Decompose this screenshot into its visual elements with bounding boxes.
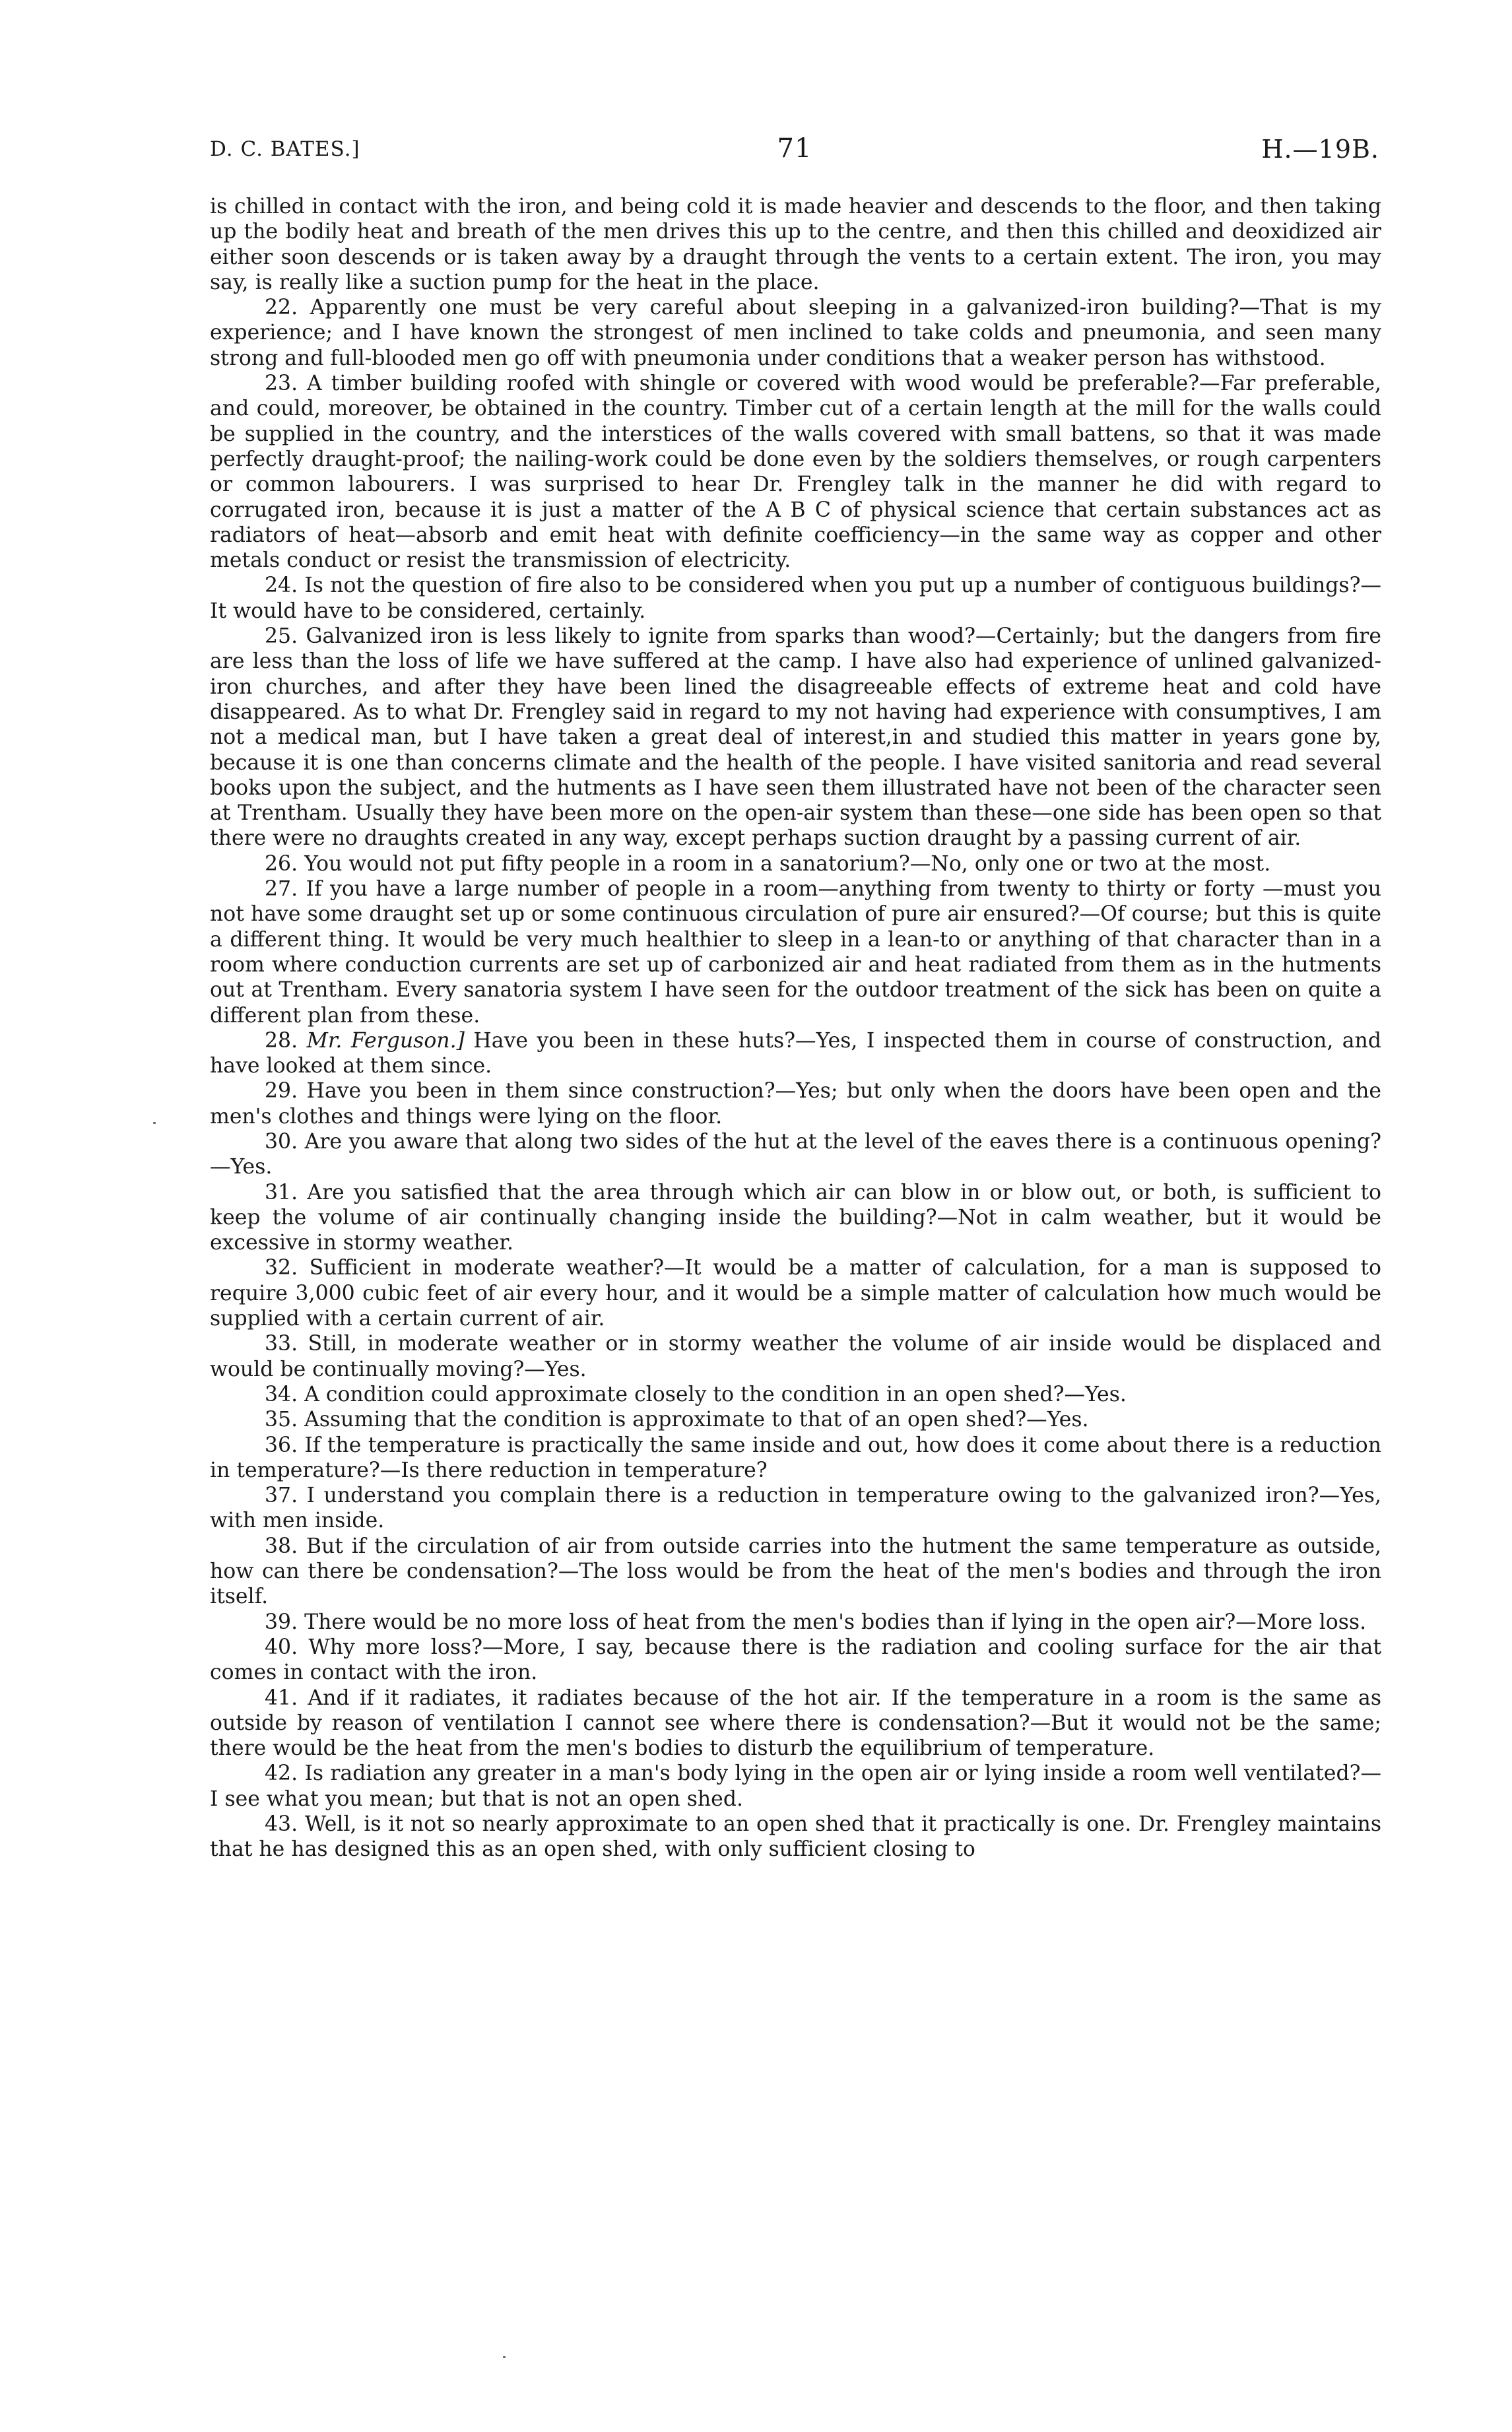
page-header	[210, 133, 1379, 170]
paragraph-q38: 38. But if the circulation of air from outside carries into the hutment the same temperature as outside, how can there be condensation?—The loss would be from the heat of the men's bodies and through the iron itself.	[210, 1534, 1381, 1609]
paragraph-q25: 25. Galvanized iron is less likely to ignite from sparks than wood?—Certainly; but the dangers from fire are less than the loss of life we have suffered at the camp. I have also had experience of unlined galvanized-iron churches, and after they have been lined the disagreeable effects of extreme heat and cold have disappeared. As to what Dr. Frengley said in regard to my not having had experience with consumptives, I am not a medical man, but I have taken a great deal of interest,in and studied this matter in years gone by, because it is one than concerns climate and the health of the people. I have visited sanitoria and read several books upon the subject, and the hutments as I have seen them illustrated have not been of the character seen at Trentham. Usually they have been more on the open-air system than these—one side has been open so that there were no draughts created in any way, except perhaps suction draught by a passing current of air.	[210, 624, 1381, 851]
page-number: 71	[777, 133, 812, 164]
paragraph-q28	[210, 1028, 1381, 1079]
header-witness-name: D. C. BATES.]	[210, 137, 360, 161]
paragraph-q40: 40. Why more loss?—More, I say, because there is the radiation and cooling surface for the air that comes in contact with the iron.	[210, 1635, 1381, 1685]
paragraph-q36: 36. If the temperature is practically the same inside and out, how does it come about there is a reduction in temperature?—Is there reduction in temperature?	[210, 1433, 1381, 1482]
paragraph-q23: 23. A timber building roofed with shingle or covered with wood would be preferable?—Far preferable, and could, moreover, be obtained in the country. Timber cut of a certain length at the mill for the walls could be supplied in the country, and the interstices of the walls covered with small battens, so that it was made perfectly draught-proof; the nailing-work could be done even by the soldiers themselves, or rough carpenters or common labourers. I was surprised to hear Dr. Frengley talk in the manner he did with regard to corrugated iron, because it is just a matter of the A B C of physical science that certain substances act as radiators of heat—absorb and emit heat with definite coefficiency—in the same way as copper and other metals conduct or resist the transmission of electricity.	[210, 372, 1381, 573]
paragraph-q30: 30. Are you aware that along two sides of the hut at the level of the eaves there is a continuous opening?—Yes.	[210, 1129, 1381, 1179]
speaker-name: Mr. Ferguson.]	[306, 1028, 465, 1053]
paragraph-q31: 31. Are you satisfied that the area through which air can blow in or blow out, or both, is sufficient to keep the volume of air continually changing inside the building?—Not in calm weather, but it would be excessive in stormy weather.	[210, 1180, 1381, 1255]
paragraph-q34: 34. A condition could approximate closely to the condition in an open shed?—Yes.	[265, 1382, 1127, 1406]
paragraph-q29: 29. Have you been in them since construction?—Yes; but only when the doors have been open and the men's clothes and things were lying on the floor.	[210, 1079, 1381, 1129]
question-text: Have you been in these huts?—Yes, I inspected them in course of construction, and have looked at them since.	[210, 1028, 1382, 1078]
paragraph-continued: is chilled in contact with the iron, and being cold it is made heavier and descends to the floor, and then taking up the bodily heat and breath of the men drives this up to the centre, and then this chilled and deoxidized air either soon descends or is taken away by a draught through the vents to a certain extent. The iron, you may say, is really like a suction pump for the heat in the place.	[210, 195, 1381, 294]
paragraph-q41: 41. And if it radiates, it radiates because of the hot air. If the temperature in a room is the same as outside by reason of ventilation I cannot see where there is condensation?—But it would not be the same; there would be the heat from the men's bodies to disturb the equilibrium of temperature.	[210, 1686, 1381, 1761]
paragraph-q42: 42. Is radiation any greater in a man's body lying in the open air or lying inside a room well ventilated?—I see what you mean; but that is not an open shed.	[210, 1761, 1381, 1811]
paragraph-q32: 32. Sufficient in moderate weather?—It would be a matter of calculation, for a man is supposed to require 3,000 cubic feet of air every hour, and it would be a simple matter of calculation how much would be supplied with a certain current of air.	[210, 1256, 1381, 1331]
question-number: 28.	[265, 1028, 298, 1053]
paragraph-q22: 22. Apparently one must be very careful about sleeping in a galvanized-iron building?—That is my experience; and I have known the strongest of men inclined to take colds and pneumonia, and seen many strong and full-blooded men go off with pneumonia under conditions that a weaker person has withstood.	[210, 296, 1381, 370]
bottom-speck	[503, 2356, 506, 2358]
page-body	[210, 194, 1381, 1862]
paragraph-q26: 26. You would not put fifty people in a room in a sanatorium?—No, only one or two at the most.	[265, 851, 1271, 876]
paragraph-q43: 43. Well, is it not so nearly approximate to an open shed that it practically is one. Dr. Frengley maintains that he has designed this as an open shed, with only sufficient closing to	[210, 1812, 1381, 1862]
document-reference: H.—19B.	[1261, 135, 1379, 164]
paragraph-q35: 35. Assuming that the condition is approximate to that of an open shed?—Yes.	[265, 1408, 1089, 1432]
paragraph-q37: 37. I understand you complain there is a reduction in temperature owing to the galvanized iron?—Yes, with men inside.	[210, 1484, 1381, 1533]
paragraph-q33: 33. Still, in moderate weather or in stormy weather the volume of air inside would be displaced and would be continually moving?—Yes.	[210, 1332, 1381, 1381]
paragraph-q24: 24. Is not the question of fire also to be considered when you put up a number of contiguous buildings?—It would have to be considered, certainly.	[210, 574, 1381, 623]
paragraph-q27: 27. If you have a large number of people in a room—anything from twenty to thirty or forty —must you not have some draught set up or some continuous circulation of pure air ensured?—Of course; but this is quite a different thing. It would be very much healthier to sleep in a lean-to or anything of that character than in a room where conduction currents are set up of carbonized air and heat radiated from them as in the hutments out at Trentham. Every sanatoria system I have seen for the outdoor treatment of the sick has been on quite a different plan from these.	[210, 877, 1381, 1028]
paragraph-q39: 39. There would be no more loss of heat from the men's bodies than if lying in the open air?—More loss.	[265, 1610, 1367, 1634]
margin-speck	[153, 1122, 156, 1124]
